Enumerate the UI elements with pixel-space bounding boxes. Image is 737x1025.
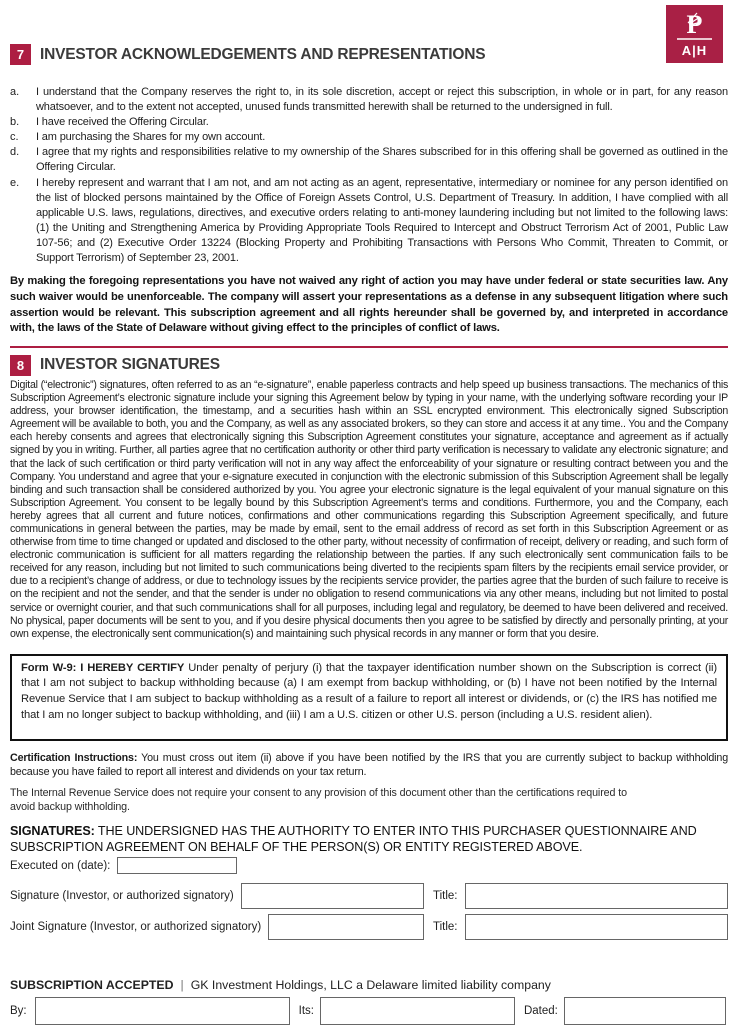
its-label: Its:: [298, 1005, 314, 1018]
governing-law-paragraph: By making the foregoing representations you have not waived any right of action you may have under federal or state securities law. Any such waiver would be unenforceable. The company will assert your representations as a defense in any subsequent litigation where such assertion would be relevant. This subscription agreement and all rights hereunder shall be governed by, and interpreted in accordance with, the laws of the State of Delaware without giving effect to the principles of conflict of laws.: [10, 275, 728, 335]
irs-note: The Internal Revenue Service does not require your consent to any provision of this document other than the certifications required to avoid backup withholding.: [10, 787, 627, 813]
joint-signature-left-group: [10, 914, 424, 940]
item-text: I have received the Offering Circular.: [36, 116, 209, 129]
title-label: Title:: [433, 921, 458, 934]
w9-lead: Form W-9: I HEREBY CERTIFY: [21, 661, 185, 674]
signatures-text: THE UNDERSIGNED HAS THE AUTHORITY TO ENTER INTO THIS PURCHASER QUESTIONNAIRE AND SUBSCRIPTION AGREEMENT ON BEHALF OF THE PERSON(S) OR ENTITY REGISTERED ABOVE.: [10, 823, 697, 854]
item-letter: c.: [10, 131, 19, 144]
signatures-lead: SIGNATURES:: [10, 823, 95, 838]
company-name: GK Investment Holdings, LLC a Delaware limited liability company: [190, 978, 551, 993]
accepted-its-input[interactable]: [320, 997, 515, 1025]
item-text: I agree that my rights and responsibilities relative to my ownership of the Shares subscribed for in this offering shall be governed as outlined in the Offering Circular.: [36, 146, 728, 174]
list-item: [10, 115, 728, 130]
w9-text: Under penalty of perjury (i) that the taxpayer identification number shown on the Subscription is correct (ii) that I am not subject to backup withholding because (a) I am exempt from backup withholding, or (b) I have not been notified by the Internal Revenue Service that I am subject to backup withholding as a result of a failure to report all interest or dividends, or (c) the IRS has notified me that I am no longer subject to backup withholding, and (iii) I am a U.S. citizen or other U.S. person (including a U.S. resident alien).: [21, 661, 718, 721]
certification-instructions: [10, 752, 728, 779]
signature-label: Signature (Investor, or authorized signatory): [10, 890, 234, 903]
list-item: [10, 130, 728, 145]
section-divider: [10, 346, 728, 348]
acknowledgement-list: [10, 85, 728, 266]
pah-monogram-icon: [666, 5, 723, 63]
form-w9-certification-box: [10, 654, 728, 741]
executed-on-date-input[interactable]: [117, 857, 237, 874]
subscription-accepted-header: [10, 978, 728, 992]
item-letter: d.: [10, 146, 20, 159]
item-text: I am purchasing the Shares for my own account.: [36, 131, 266, 144]
signatures-statement: [10, 823, 728, 856]
subscription-accepted-label: SUBSCRIPTION ACCEPTED: [10, 978, 174, 993]
joint-signature-label: Joint Signature (Investor, or authorized signatory): [10, 921, 262, 934]
signature-left-group: [10, 883, 424, 909]
section7-number-badge: 7: [10, 44, 31, 65]
section7-header: [10, 44, 728, 65]
executed-on-row: [10, 857, 728, 874]
electronic-signature-paragraph: Digital (“electronic”) signatures, often referred to as an “e-signature”, enable paperless contracts and help speed up business transactions. The mechanics of this Subscription Agreement’s electronic signature include your signing this Agreement below by typing in your name, with the underlying software recording your IP address, your browser identification, the timestamp, and a securities hash within an SSL encrypted environment. This electronically signed Subscription Agreement will be available to both, you and the Company, as well as any associated brokers, so they can store and access it at any time.. You and the Company each hereby consents and agrees that electronically signing this Subscription Agreement constitutes your signature, acceptance and agreement as if actually signed by you in writing. Further, all parties agree that no certification authority or other third party verification is necessary to validate any electronic signature; and that the lack of such certification or third party verification will not in any way affect the enforceability of your signature or resulting contract between you and the Company. You understand and agree that your e-signature executed in conjunction with the electronic submission of this Subscription Agreement shall be legally binding and such transaction shall be considered authorized by you. You agree your electronic signature is the legal equivalent of your manual signature on this Subscription Agreement. You consent to be legally bound by this Subscription Agreement’s terms and conditions. Furthermore, you and the Company, each hereby agrees that all current and future notices, confirmations and other communications regarding this Subscription Agreement specifically, and future communications in general between the parties, may be made by email, sent to the email address of record as set forth in this Subscription Agreement or as otherwise from time to time changed or updated and disclosed to the other party, without necessity of confirmation of receipt, delivery or reading, and such form of electronic communication is sufficient for all matters regarding the relationship between the parties. If any such electronically sent communication fails to be received for any reason, including but not limited to such communications being diverted to the recipients spam filters by the recipients email service provider, or due to a recipient’s change of address, or due to technology issues by the recipients service provider, the parties agree that the burden of such failure to receive is on the recipient and not the sender, and that the sender is under no obligation to resend communications via any other means, including but not limited to postal service or overnight courier, and that such communications shall for all purposes, including legal and regulatory, be deemed to have been delivered and received. No physical, paper documents will be sent to you, and if you desire physical documents then you agree to be satisfied by directly and personally printing, at your own expense, the electronically sent communication(s) and maintaining such physical records in any manner or form that you desire.: [10, 378, 728, 640]
item-text: I understand that the Company reserves the right to, in its sole discretion, accept or reject this subscription, in whole or in part, for any reason whatsoever, and to the extent not accepted, unused funds transmitted herewith shall be returned to the undersigned in full.: [36, 86, 728, 114]
list-item: [10, 176, 728, 267]
by-label: By:: [10, 1005, 27, 1018]
joint-signature-row: [10, 914, 728, 940]
separator-bar: |: [180, 978, 184, 993]
section8-number-badge: 8: [10, 355, 31, 376]
pah-logo: [666, 5, 723, 63]
section8-title: INVESTOR SIGNATURES: [40, 356, 220, 374]
list-item: [10, 85, 728, 115]
signature-row: [10, 883, 728, 909]
logo-monogram: P: [686, 10, 703, 39]
joint-signature-title-input[interactable]: [465, 914, 729, 940]
signature-title-input[interactable]: [465, 883, 729, 909]
logo-letters: A|H: [681, 43, 708, 58]
executed-on-label: Executed on (date):: [10, 859, 111, 872]
item-letter: b.: [10, 116, 20, 129]
item-letter: a.: [10, 86, 20, 98]
accepted-by-input[interactable]: [35, 997, 290, 1025]
signature-input[interactable]: [241, 883, 424, 909]
title-label: Title:: [433, 890, 458, 903]
list-item: [10, 145, 728, 175]
acceptance-fields-row: [10, 997, 728, 1025]
dated-label: Dated:: [523, 1005, 558, 1018]
accepted-dated-input[interactable]: [564, 997, 726, 1025]
item-text: I hereby represent and warrant that I am not, and am not acting as an agent, representative, intermediary or nominee for any person identified on the list of blocked persons maintained by the Office of Foreign Assets Control, U.S. Department of Treasury. In addition, I have complied with all applicable U.S. laws, regulations, directives, and executive orders relating to anti-money laundering including but not limited to the following laws: (1) the Uniting and Strengthening America by Providing Appropriate Tools Required to Intercept and Obstruct Terrorism Act of 2001, Public Law 107-56; and (2) Executive Order 13224 (Blocking Property and Prohibiting Transactions with Persons Who Commit, Threaten to Commit, or Support Terrorism) of September 23, 2001.: [36, 176, 728, 265]
certification-instructions-text: You must cross out item (ii) above if you have been notified by the IRS that you are currently subject to backup withholding because you have failed to report all interest and dividends on your tax return.: [10, 752, 728, 778]
joint-signature-input[interactable]: [268, 914, 424, 940]
certification-instructions-lead: Certification Instructions:: [10, 752, 138, 765]
section7-title: INVESTOR ACKNOWLEDGEMENTS AND REPRESENTATIONS: [40, 45, 486, 63]
item-letter: e.: [10, 176, 20, 189]
section8-header: [10, 355, 728, 376]
